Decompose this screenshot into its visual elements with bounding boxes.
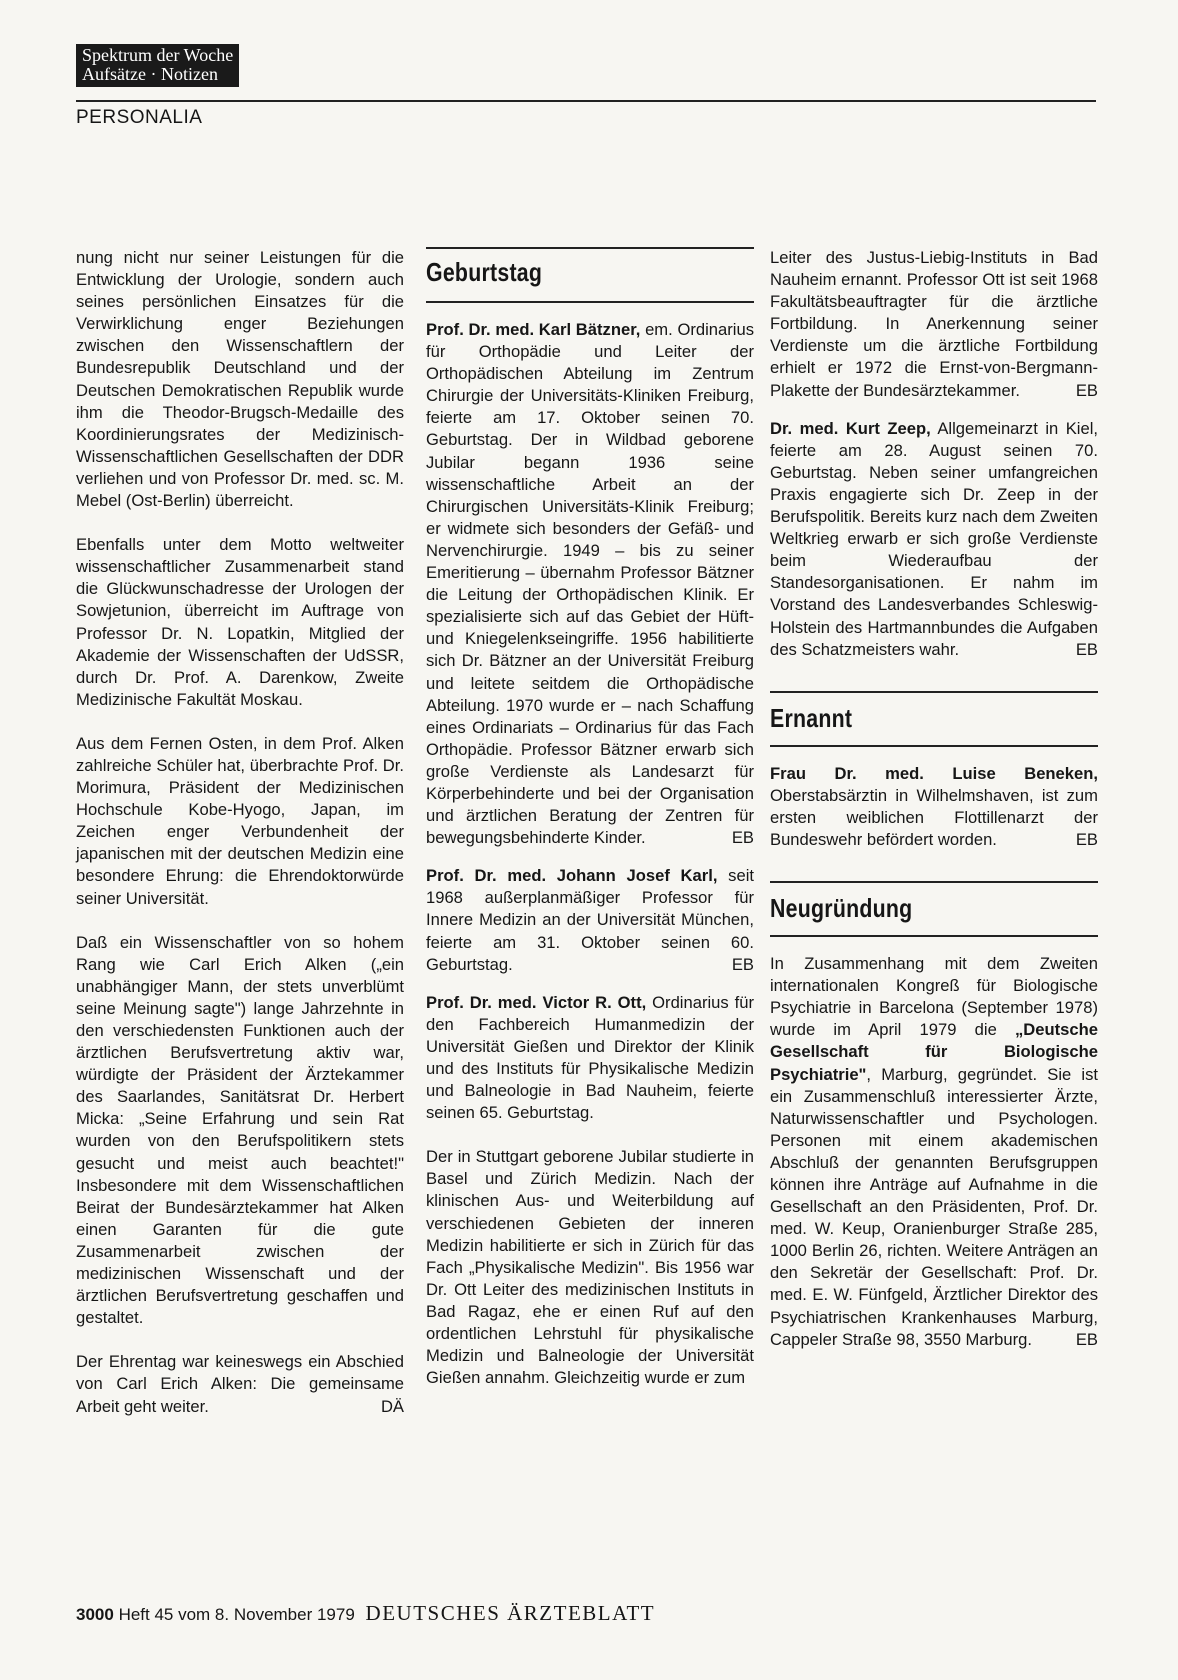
- section-label: PERSONALIA: [76, 107, 203, 128]
- heading-rule: [770, 935, 1098, 937]
- entry-text: seit 1968 außerplanmäßiger Professor für Innere Medizin an der Universität München, feierte am 31. Oktober seinen 60. Geburtstag.: [426, 866, 754, 974]
- entry-text: In Zusammenhang mit dem Zweiten internationalen Kongreß für Biologische Psychiatrie in Barcelona (September 1978) wurde im April 1979 die: [770, 954, 1098, 1040]
- masthead: [76, 44, 239, 87]
- heading-rule: [426, 247, 754, 249]
- heading-rule: [770, 881, 1098, 883]
- author-signature: EB: [1075, 380, 1098, 400]
- heading-rule: [426, 301, 754, 303]
- author-signature: EB: [731, 954, 754, 974]
- entry-ott: [426, 992, 754, 1125]
- paragraph: [76, 1351, 404, 1417]
- column-1: [76, 247, 404, 1418]
- column-3: [770, 247, 1098, 1351]
- author-signature: EB: [731, 828, 754, 848]
- paragraph: Aus dem Fernen Osten, in dem Prof. Alken zahlreiche Schüler hat, überbrachte Prof. Dr. Morimura, Präsident der Medizinischen Hochschule Kobe-Hyogo, Japan, im Zeichen enger Verbundenheit der japanischen mit der deutschen Medizin eine besondere Ehrung: die Ehrendoktorwürde seiner Universität.: [76, 733, 404, 908]
- paragraph: nung nicht nur seiner Leistungen für die Entwicklung der Urologie, sondern auch seines persönlichen Einsatzes für die Verwirklichung enger Beziehungen zwischen den Wissenschaftlern der Bundesrepublik Deutschland und der Deutschen Demokratischen Republik wurde ihm die Theodor-Brugsch-Medaille des Koordinierungsrates der Medizinisch-Wissenschaftlichen Gesellschaften der DDR verliehen und von Professor Dr. med. sc. M. Mebel (Ost-Berlin) überreicht.: [76, 248, 404, 511]
- entry-text: Allgemeinarzt in Kiel, feierte am 28. August seinen 70. Geburtstag. Neben seiner umfangreichen Praxis engagierte sich Dr. Zeep in der Berufspolitik. Bereits kurz nach dem Zweiten Weltkrieg erwarb er sich große Verdienste beim Wiederaufbau der Standesorganisationen. Er nahm im Vorstand des Landesverbandes Schleswig-Holstein des Hartmannbundes die Aufgaben des Schatzmeisters wahr.: [770, 418, 1098, 659]
- header-rule: [76, 100, 1096, 102]
- entry-karl: [426, 865, 754, 975]
- society-name: „Deutsche Gesellschaft für Biologische Psychiatrie": [770, 1020, 1098, 1084]
- entry-text: Leiter des Justus-Liebig-Instituts in Bad Nauheim ernannt. Professor Ott ist seit 1968 Fakultätsbeauftragter für die ärztliche Fortbildung. In Anerkennung seiner Verdienste um die ärztliche Fortbildung erhielt er 1972 die Ernst-von-Bergmann-Plakette der Bundesärztekammer.: [770, 248, 1098, 400]
- entry-ott-continued: [770, 247, 1098, 402]
- author-signature: DÄ: [380, 1396, 404, 1416]
- paragraph: Daß ein Wissenschaftler von so hohem Rang wie Carl Erich Alken („ein unabhängiger Mann, der stets unverblümt seine Meinung sagte") lange Jahrzehnte in den verschiedensten Funktionen auch der ärztlichen Berufsvertretung aktiv war, würdigte der Präsident der Ärztekammer des Saarlandes, Sanitätsrat Dr. Herbert Micka: „Seine Erfahrung und sein Rat wurden von den Berufspolitikern stets gesucht und meist auch beachtet!" Insbesondere mit dem Wissenschaftlichen Beirat der Bundesärztekammer hat Alken einen Garanten für die gute Zusammenarbeit zwischen der medizinischen Wissenschaft und der ärztlichen Berufsvertretung geschaffen und gestaltet.: [76, 932, 404, 1328]
- entry-neugruendung: [770, 953, 1098, 1351]
- entry-baetzner: [426, 319, 754, 849]
- entry-text: , Marburg, gegründet. Sie ist ein Zusammenschluß interessierter Ärzte, Naturwissenschaftler und Psychologen. Personen mit einem akademischen Abschluß der genannten Berufsgruppen können ihre Anträge auf Aufnahme in die Gesellschaft an den Präsidenten, Prof. Dr. med. W. Keup, Oranienburger Straße 285, 1000 Berlin 26, richten. Weitere Anträgen an den Sekretär der Gesellschaft: Prof. Dr. med. E. W. Fünfgeld, Ärztlicher Direktor des Psychiatrischen Krankenhauses Marburg, Cappeler Straße 98, 3550 Marburg.: [770, 1064, 1098, 1349]
- journal-title: DEUTSCHES ÄRZTEBLATT: [365, 1601, 656, 1625]
- paragraph: Der in Stuttgart geborene Jubilar studierte in Basel und Zürich Medizin. Nach der klinischen Aus- und Weiterbildung auf verschiedenen Gebieten der inneren Medizin habilitierte er sich in Zürich für das Fach „Physikalische Medizin". Bis 1956 war Dr. Ott Leiter des medizinischen Instituts in Bad Ragaz, ehe er einen Ruf auf den ordentlichen Lehrstuhl für physikalische Medizin und Balneologie der Universität Gießen annahm. Gleichzeitig wurde er zum: [426, 1147, 754, 1388]
- section-heading-neugruendung: Neugründung: [770, 893, 913, 924]
- entry-name: Prof. Dr. med. Karl Bätzner,: [426, 320, 641, 339]
- entry-name: Frau Dr. med. Luise Beneken,: [770, 763, 1098, 783]
- entry-text: Ordinarius für den Fachbereich Humanmedizin der Universität Gießen und Direktor der Klinik und des Instituts für Physikalische Medizin und Balneologie in Bad Nauheim, feierte seinen 65. Geburtstag.: [426, 992, 754, 1123]
- entry-name: Prof. Dr. med. Johann Josef Karl,: [426, 866, 718, 886]
- author-signature: EB: [1075, 829, 1098, 849]
- section-heading-geburtstag: Geburtstag: [426, 257, 543, 287]
- paragraph: Ebenfalls unter dem Motto weltweiter wissenschaftlicher Zusammenarbeit stand die Glückwunschadresse der Urologen der Sowjetunion, überreicht im Auftrage von Professor Dr. N. Lopatkin, Mitglied der Akademie der Wissenschaften der UdSSR, durch Dr. Prof. A. Darenkow, Zweite Medizinische Fakultät Moskau.: [76, 535, 404, 709]
- masthead-subtitle: Aufsätze · Notizen: [82, 64, 218, 84]
- author-signature: EB: [1075, 639, 1098, 659]
- page-number: 3000: [76, 1605, 114, 1624]
- author-signature: EB: [1075, 1329, 1098, 1349]
- paragraph-text: Der Ehrentag war keineswegs ein Abschied von Carl Erich Alken: Die gemeinsame Arbeit geht weiter.: [76, 1352, 404, 1416]
- issue-info: Heft 45 vom 8. November 1979: [118, 1605, 355, 1624]
- entry-name: Dr. med. Kurt Zeep,: [770, 418, 931, 438]
- heading-rule: [770, 745, 1098, 747]
- masthead-title: Spektrum der Woche: [82, 45, 234, 65]
- column-2: [426, 247, 754, 1389]
- page-footer: [76, 1601, 655, 1626]
- entry-zeep: [770, 418, 1098, 661]
- heading-rule: [770, 691, 1098, 693]
- entry-text: Oberstabsärztin in Wilhelmshaven, ist zum ersten weiblichen Flottillenarzt der Bundeswehr befördert worden.: [770, 785, 1098, 849]
- section-heading-ernannt: Ernannt: [770, 702, 853, 733]
- entry-text: em. Ordinarius für Orthopädie und Leiter der Orthopädischen Abteilung im Zentrum Chirurgie der Universitäts-Kliniken Freiburg, feierte am 17. Oktober seinen 70. Geburtstag. Der in Wildbad geborene Jubilar begann 1936 seine wissenschaftliche Arbeit an der Chirurgischen Universitäts-Klinik Freiburg; er widmete sich besonders der Gefäß- und Nervenchirurgie. 1949 – bis zu seiner Emeritierung – übernahm Professor Bätzner die Leitung der Orthopädischen Klinik. Er spezialisierte sich auf das Gebiet der Hüft- und Kniegelenkseingriffe. 1956 habilitierte sich Dr. Bätzner an der Universität Freiburg und leitete seitdem die Orthopädische Abteilung. 1970 wurde er – nach Schaffung eines Ordinariats – Ordinarius für das Fach Orthopädie. Professor Bätzner erwarb sich große Verdienste als Landesarzt für Körperbehinderte und bei der Organisation und ärztlichen Beratung der Zentren für bewegungsbehinderte Kinder.: [426, 320, 754, 848]
- entry-beneken: [770, 763, 1098, 851]
- entry-name: Prof. Dr. med. Victor R. Ott,: [426, 992, 647, 1012]
